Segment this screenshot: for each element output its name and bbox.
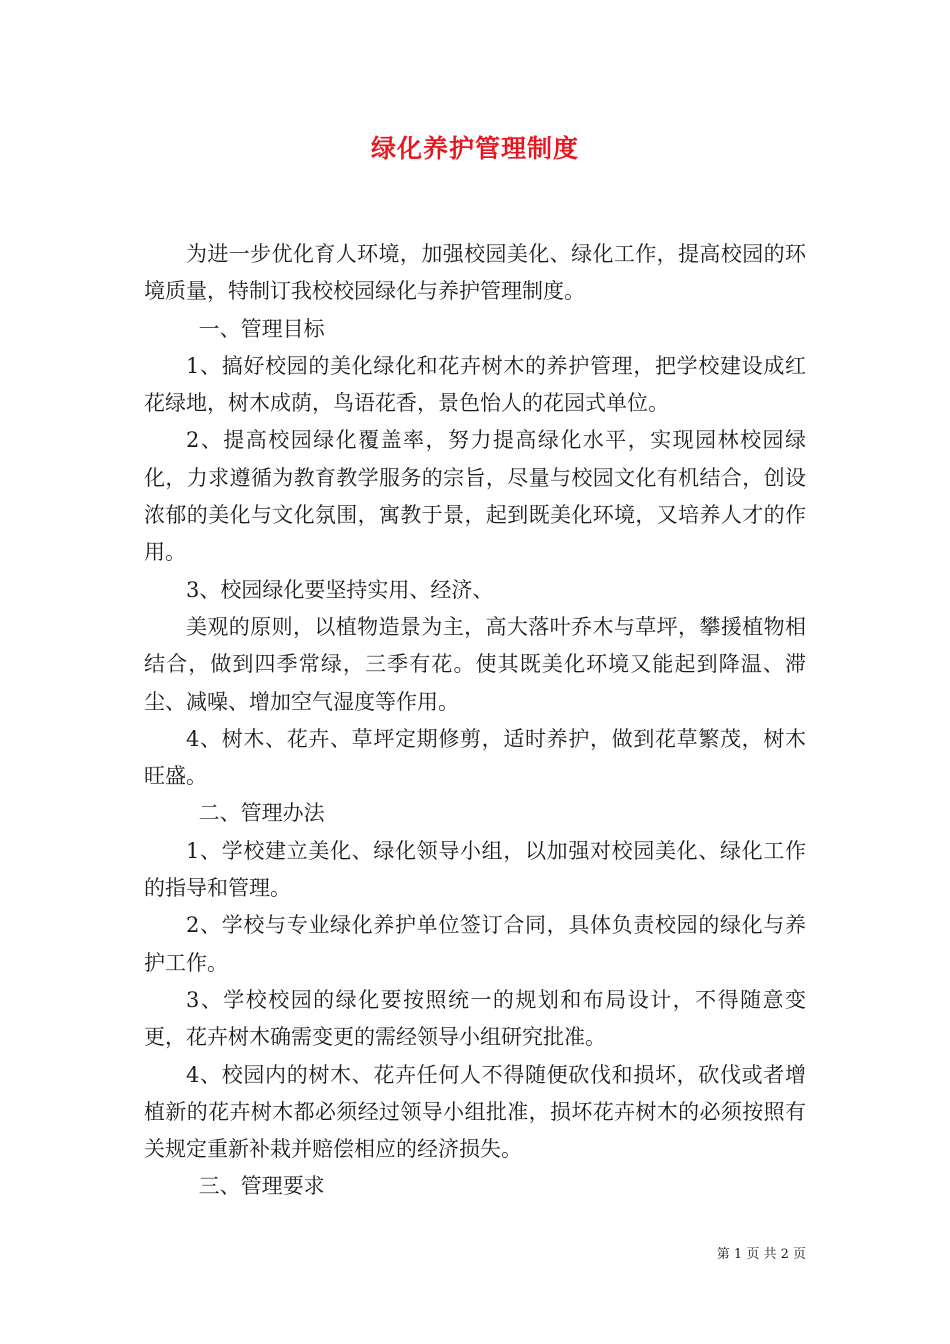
- method-item-4: 4、校园内的树木、花卉任何人不得随便砍伐和损坏，砍伐或者增植新的花卉树木都必须经过领导小组批准，损坏花卉树木的必须按照有关规定重新补栽并赔偿相应的经济损失。: [144, 1062, 806, 1162]
- document-title: 绿化养护管理制度: [370, 134, 579, 163]
- goal-item-2: 2、提高校园绿化覆盖率，努力提高绿化水平，实现园林校园绿化，力求遵循为教育教学服务的宗旨，尽量与校园文化有机结合，创设浓郁的美化与文化氛围，寓教于景，起到既美化环境，又培养人才的作用。: [144, 428, 806, 565]
- page-number-footer: 第 1 页 共 2 页: [716, 1247, 806, 1262]
- goal-item-1: 1、搞好校园的美化绿化和花卉树木的养护管理，把学校建设成红花绿地，树木成荫，鸟语花香，景色怡人的花园式单位。: [144, 353, 806, 416]
- intro-paragraph: 为进一步优化育人环境，加强校园美化、绿化工作，提高校园的环境质量，特制订我校校园绿化与养护管理制度。: [144, 242, 806, 304]
- section-heading-methods: 二、管理办法: [198, 801, 325, 826]
- method-item-3: 3、学校校园的绿化要按照统一的规划和布局设计，不得随意变更，花卉树木确需变更的需经领导小组研究批准。: [144, 987, 806, 1050]
- section-heading-requirements: 三、管理要求: [198, 1174, 325, 1199]
- goal-item-4: 4、树木、花卉、草坪定期修剪，适时养护，做到花草繁茂，树木旺盛。: [144, 726, 806, 789]
- section-heading-goals: 一、管理目标: [198, 316, 325, 341]
- method-item-2: 2、学校与专业绿化养护单位签订合同，具体负责校园的绿化与养护工作。: [144, 913, 806, 975]
- method-item-1: 1、学校建立美化、绿化领导小组，以加强对校园美化、绿化工作的指导和管理。: [144, 838, 806, 901]
- document-body: [144, 236, 806, 1206]
- goal-item-3-continued: 美观的原则，以植物造景为主，高大落叶乔木与草坪，攀援植物相结合，做到四季常绿，三季有花。使其既美化环境又能起到降温、滞尘、减噪、增加空气湿度等作用。: [144, 614, 806, 714]
- goal-item-3-start: 3、校园绿化要坚持实用、经济、: [186, 577, 494, 602]
